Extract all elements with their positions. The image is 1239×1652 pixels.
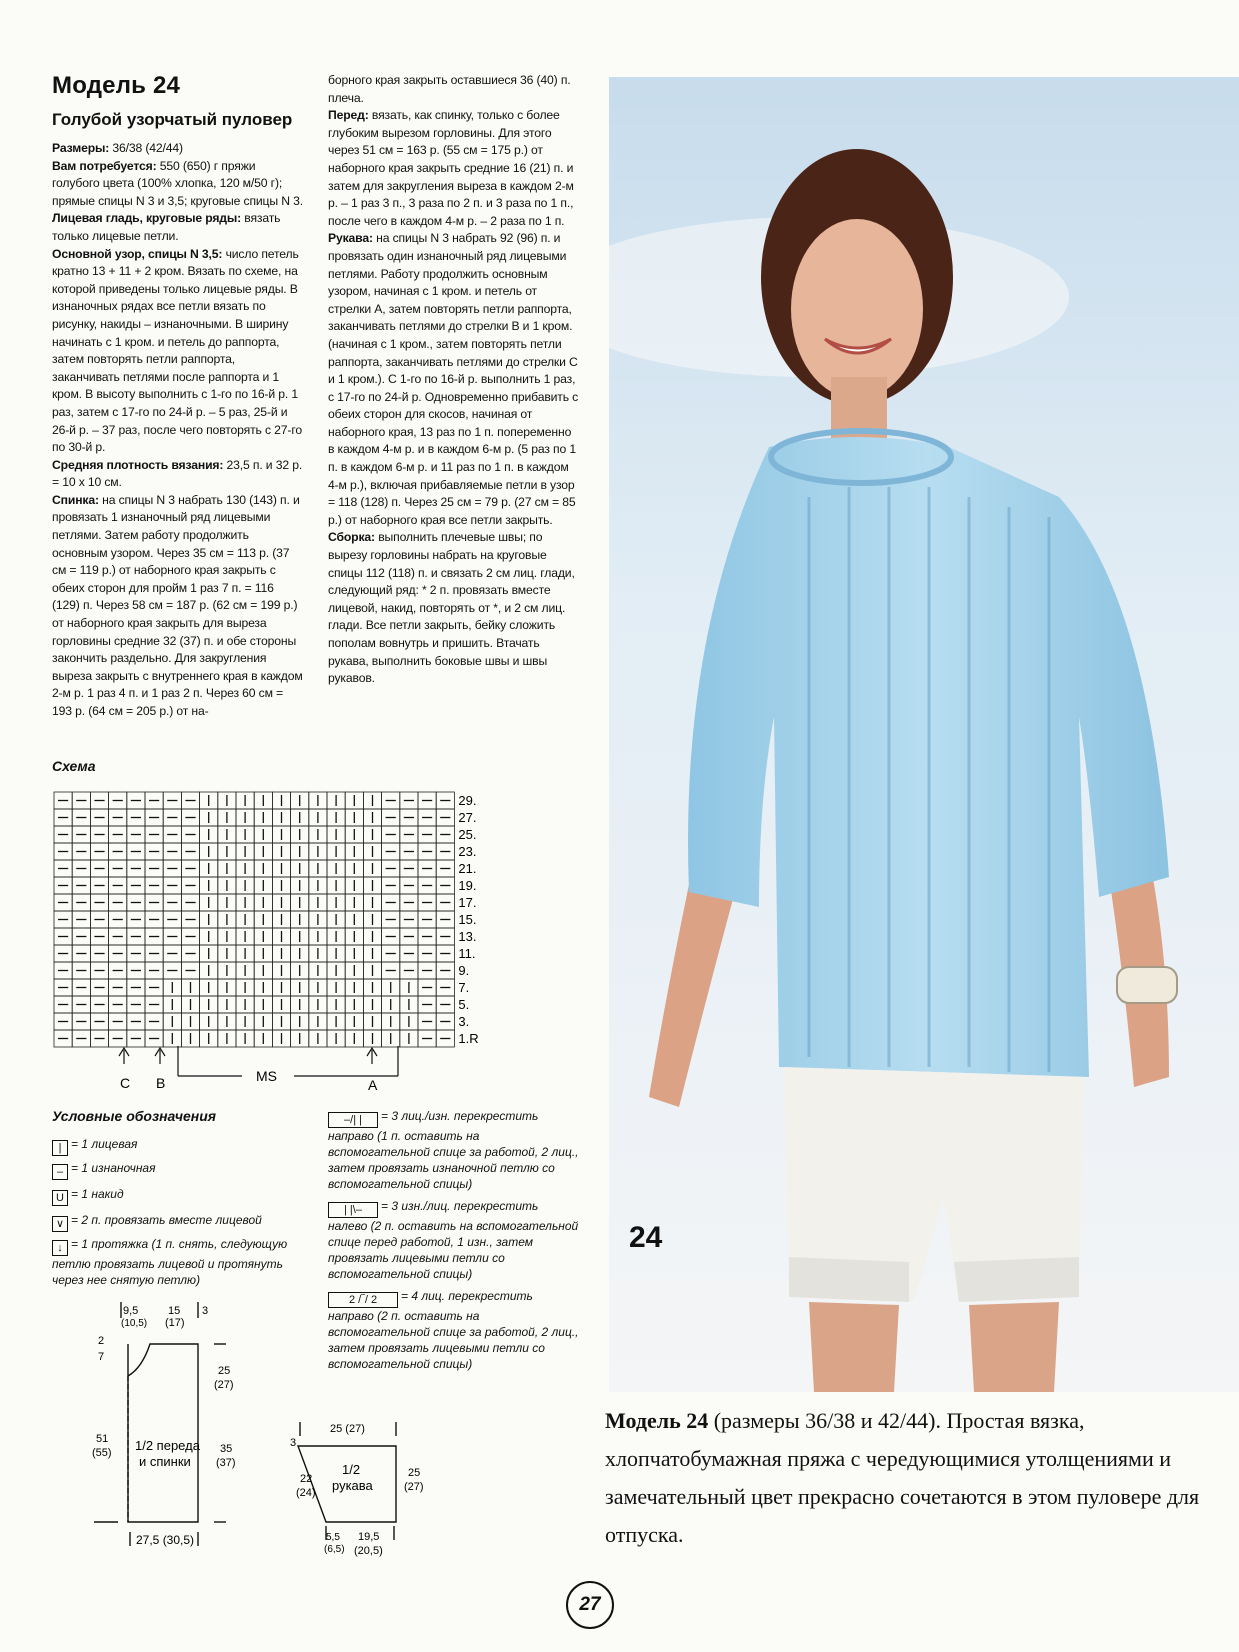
svg-text:1/2 переда: 1/2 переда	[135, 1438, 200, 1453]
svg-text:15: 15	[168, 1305, 181, 1317]
svg-text:рукава: рукава	[332, 1478, 373, 1493]
legend-yarn-over: U = 1 накид	[52, 1186, 312, 1206]
chart-row-labels	[458, 793, 478, 1046]
chart-grid	[54, 792, 454, 1047]
chart-row-label: 7.	[458, 980, 470, 995]
yarn-over-icon: U	[52, 1190, 68, 1206]
cross-left-3-icon: | |\–	[328, 1202, 378, 1218]
back-continued-paragraph: борного края закрыть оставшиеся 36 (40) п. плеча.	[328, 73, 571, 105]
materials-paragraph: Вам потребуется: 550 (650) г пряжи голубого цвета (100% хлопка, 120 м/50 г); прямые спицы N 3 и 3,5; круговые спицы N 3.	[52, 158, 303, 208]
chart-row-label: 23.	[458, 844, 477, 859]
svg-text:22: 22	[300, 1473, 313, 1485]
front-paragraph: Перед: вязать, как спинку, только с более глубоким вырезом горловины. Для этого через 51 см = 163 р. (55 см = 175 р.) от наборного края закрыть средние 16 (21) п. и затем для закругления выреза в каждом 2-м р. – 1 раз 3 п., 3 раза по 2 п. и 3 раза по 1 п., после чего в каждом 4-м р. – 2 раза по 1 п.	[328, 108, 574, 228]
sleeve-schematic	[286, 1410, 446, 1560]
gauge-paragraph: Средняя плотность вязания: 23,5 п. и 32 р. = 10 х 10 см.	[52, 457, 303, 490]
cross-right-4-icon: 2 /‾/ 2	[328, 1292, 398, 1308]
sizes-paragraph: Размеры: 36/38 (42/44)	[52, 141, 183, 155]
svg-text:(10,5): (10,5)	[121, 1318, 148, 1329]
svg-text:(20,5): (20,5)	[354, 1545, 383, 1557]
svg-text:(17): (17)	[165, 1317, 185, 1329]
chart-row-label: 21.	[458, 861, 477, 876]
legend-cross-right-3: –/| | = 3 лиц./изн. перекрестить направо (1 п. оставить на вспомогательной спице за работой, 2 лиц., затем провязать изнаночной петлю со вспомогательной спицы)	[328, 1109, 579, 1191]
skp-icon: ↓	[52, 1240, 68, 1256]
svg-text:(37): (37)	[216, 1457, 236, 1469]
chart-row-label: 17.	[458, 895, 477, 910]
ms-label: MS	[256, 1068, 277, 1084]
chart-row-label: 29.	[458, 793, 477, 808]
chart-row-label: 1.R	[458, 1031, 479, 1046]
caption: Модель 24 (размеры 36/38 и 42/44). Простая вязка, хлопчатобумажная пряжа с чередующимися утолщениями и замечательный цвет прекрасно сочетаются в этом пуловере для отпуска.	[605, 1408, 1200, 1547]
legend-knit: | = 1 лицевая	[52, 1136, 312, 1156]
stockinette-paragraph: Лицевая гладь, круговые ряды: вязать только лицевые петли.	[52, 211, 281, 243]
cross-right-3-icon: –/| |	[328, 1112, 378, 1128]
svg-text:9,5: 9,5	[123, 1305, 139, 1317]
svg-text:(27): (27)	[404, 1481, 424, 1493]
svg-text:51: 51	[96, 1433, 109, 1445]
svg-text:7: 7	[98, 1351, 105, 1363]
model-subtitle: Голубой узорчатый пуловер	[52, 110, 293, 129]
chart-row-label: 11.	[458, 946, 476, 961]
svg-text:25: 25	[218, 1365, 231, 1377]
svg-text:25: 25	[408, 1467, 421, 1479]
legend-cross-right-4: 2 /‾/ 2 = 4 лиц. перекрестить направо (2 п. оставить на вспомогательной спице за работой, 2 лиц., затем провязать лицевыми петли со вспомогательной спицы)	[328, 1289, 579, 1371]
svg-text:35: 35	[220, 1443, 233, 1455]
legend-title: Условные обозначения	[52, 1108, 217, 1124]
arrow-a-label: A	[368, 1077, 378, 1093]
arrow-c-label: C	[120, 1075, 131, 1091]
chart-row-label: 19.	[458, 878, 477, 893]
svg-text:2: 2	[98, 1335, 105, 1347]
chart-row-label: 5.	[458, 997, 470, 1012]
chart-row-label: 13.	[458, 929, 477, 944]
assembly-paragraph: Сборка: выполнить плечевые швы; по вырезу горловины набрать на круговые спицы 112 (118) п. и связать 2 см лиц. глади, следующий ряд: * 2 п. провязать вместе лицевой, накид, повторять от *, и 2 см лиц. глади. Все петли закрыть, бейку сложить пополам вовнутрь и пришить. Втачать рукава, выполнить боковые швы и швы рукавов.	[328, 530, 575, 686]
body-schematic	[90, 1300, 270, 1560]
arrow-b-label: B	[156, 1075, 166, 1091]
svg-text:19,5: 19,5	[358, 1531, 380, 1543]
back-paragraph: Спинка: на спицы N 3 набрать 130 (143) п. и провязать 1 изнаночный ряд лицевыми петлями. Затем работу продолжить основным узором. Через 35 см = 113 р. (37 см = 119 р.) от наборного края закрыть с обеих сторон для пройм 1 раз 7 п. = 116 (129) п. Через 58 см = 187 р. (62 см = 199 р.) от наборного края закрыть для выреза горловины средние 32 (37) п. и обе стороны закончить раздельно. Для закругления выреза закрыть с внутреннего края в каждом 2-м р. 1 раз 4 п. и 1 раз 2 п. Через 60 см = 193 р. (64 см = 205 р.) от на-	[52, 492, 303, 718]
legend-k2tog: ∨ = 2 п. провязать вместе лицевой	[52, 1212, 312, 1232]
svg-text:(24): (24)	[296, 1487, 316, 1499]
legend-cross-left-3: | |\– = 3 изн./лиц. перекрестить налево (2 п. оставить на вспомогательной спице перед работой, 1 изн., затем провязать лицевыми петли со вспомогательной спицы)	[328, 1199, 579, 1281]
chart-row-label: 9.	[458, 963, 470, 978]
svg-text:и спинки: и спинки	[139, 1454, 191, 1469]
middle-column	[328, 72, 580, 688]
svg-text:1/2: 1/2	[342, 1462, 361, 1477]
sleeves-paragraph: Рукава: на спицы N 3 набрать 92 (96) п. и провязать один изнаночный ряд лицевыми петлями. Работу продолжить основным узором, начиная с 1 кром. и петель от стрелки А, затем повторять петли раппорта, заканчивать петлями до стрелки В и 1 кром. (начиная с 1 кром., затем повторять петли раппорта, заканчивать петлями до стрелки С и 1 кром.). С 1-го по 16-й р. выполнить 1 раз, с 17-го по 24-й р. Одновременно прибавить с обеих сторон для скосов, начиная от наборного края, 13 раз по 1 п. попеременно в каждом 4-м р. и в каждом 6-м р. (5 раз по 1 п. в каждом 6-м р. и 11 раз по 1 п. в каждом 4-м р.), включая прибавляемые петли в узор = 118 (128) п. Через 25 см = 79 р. (27 см = 85 р.) от наборного края все петли закрыть.	[328, 231, 579, 527]
chart-row-label: 3.	[458, 1014, 470, 1029]
model-photo	[609, 77, 1239, 1392]
svg-text:5,5: 5,5	[326, 1532, 340, 1543]
main-pattern-paragraph: Основной узор, спицы N 3,5: число петель кратно 13 + 11 + 2 кром. Вязать по схеме, на которой приведены только лицевые ряды. В изнаночных рядах все петли вязать по рисунку, накиды – изнаночными. В ширину начинать с 1 кром. и петель до раппорта, затем повторять петли раппорта, заканчивать петлями после раппорта и 1 кром. В высоту выполнить с 1-го по 16-й р. 1 раз, затем с 17-го по 24-й р. – 5 раз, 25-й и 26-й р. – 37 раз, после чего повторять с 27-го по 30-й р.	[52, 246, 302, 455]
chart-row-label: 27.	[458, 810, 477, 825]
chart-row-label: 25.	[458, 827, 477, 842]
knit-icon: |	[52, 1140, 68, 1156]
legend-skp: ↓ = 1 протяжка (1 п. снять, следующую петлю провязать лицевой и протянуть через нее снятую петлю)	[52, 1237, 288, 1287]
left-column	[52, 72, 304, 721]
model-title: Модель 24	[52, 72, 181, 99]
chart-row-label: 15.	[458, 912, 477, 927]
svg-text:(27): (27)	[214, 1379, 234, 1391]
svg-text:3: 3	[202, 1305, 209, 1317]
purl-icon: –	[52, 1164, 68, 1180]
svg-text:3: 3	[290, 1437, 297, 1449]
svg-text:(6,5): (6,5)	[324, 1544, 345, 1555]
page-number: 27	[566, 1581, 614, 1629]
svg-text:27,5 (30,5): 27,5 (30,5)	[136, 1533, 195, 1547]
svg-text:(55): (55)	[92, 1447, 112, 1459]
svg-text:25 (27): 25 (27)	[330, 1423, 365, 1435]
k2tog-icon: ∨	[52, 1216, 68, 1232]
photo-number: 24	[629, 1221, 663, 1254]
legend-purl: – = 1 изнаночная	[52, 1160, 312, 1180]
knitting-chart	[52, 786, 522, 1126]
schema-title: Схема	[52, 758, 96, 774]
